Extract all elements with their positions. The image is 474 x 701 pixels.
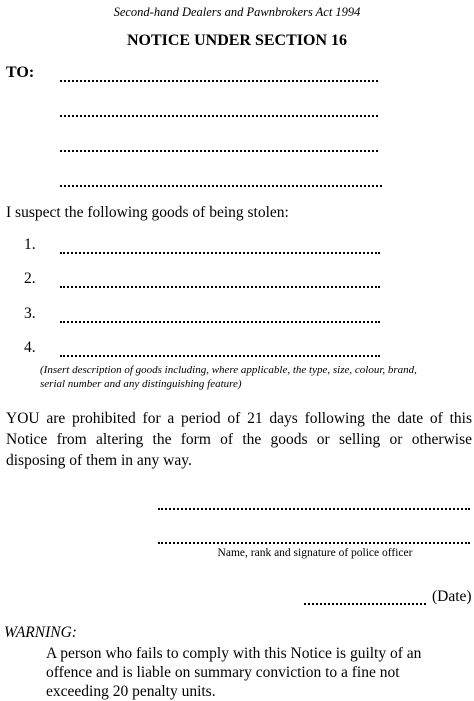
goods-line-1[interactable]	[60, 252, 380, 254]
warning-text: A person who fails to comply with this Notice is guilty of an offence and is liable on summary conviction to a fine not exceeding 20 penalty units.	[46, 645, 422, 700]
recipient-line-2[interactable]	[60, 115, 378, 117]
date-line[interactable]	[304, 603, 426, 605]
recipient-line-3[interactable]	[60, 150, 378, 152]
item-number-3: 3.	[24, 305, 36, 322]
recipient-line-4[interactable]	[60, 185, 382, 187]
signature-caption: Name, rank and signature of police officer	[217, 547, 413, 559]
goods-description-hint: (Insert description of goods including, where applicable, the type, size, colour, brand, serial number and any distinguishing feature)	[40, 364, 417, 390]
prohibition-text: YOU are prohibited for a period of 21 days following the date of this Notice from altering the form of the goods or selling or otherwise disposing of them in any way.	[6, 410, 472, 469]
act-title: Second-hand Dealers and Pawnbrokers Act 1994	[113, 5, 361, 19]
item-number-4: 4.	[24, 339, 36, 356]
goods-line-2[interactable]	[60, 286, 380, 288]
warning-label: WARNING:	[4, 624, 77, 641]
item-number-1: 1.	[24, 236, 36, 253]
goods-line-4[interactable]	[60, 355, 380, 357]
notice-title: NOTICE UNDER SECTION 16	[126, 32, 348, 49]
date-label: (Date)	[432, 588, 472, 605]
to-label: TO:	[6, 64, 35, 81]
signature-line-2[interactable]	[158, 542, 470, 544]
signature-line-1[interactable]	[158, 508, 470, 510]
recipient-line-1[interactable]	[60, 80, 378, 82]
item-number-2: 2.	[24, 270, 36, 287]
suspicion-text: I suspect the following goods of being stolen:	[6, 204, 289, 221]
goods-line-3[interactable]	[60, 321, 380, 323]
